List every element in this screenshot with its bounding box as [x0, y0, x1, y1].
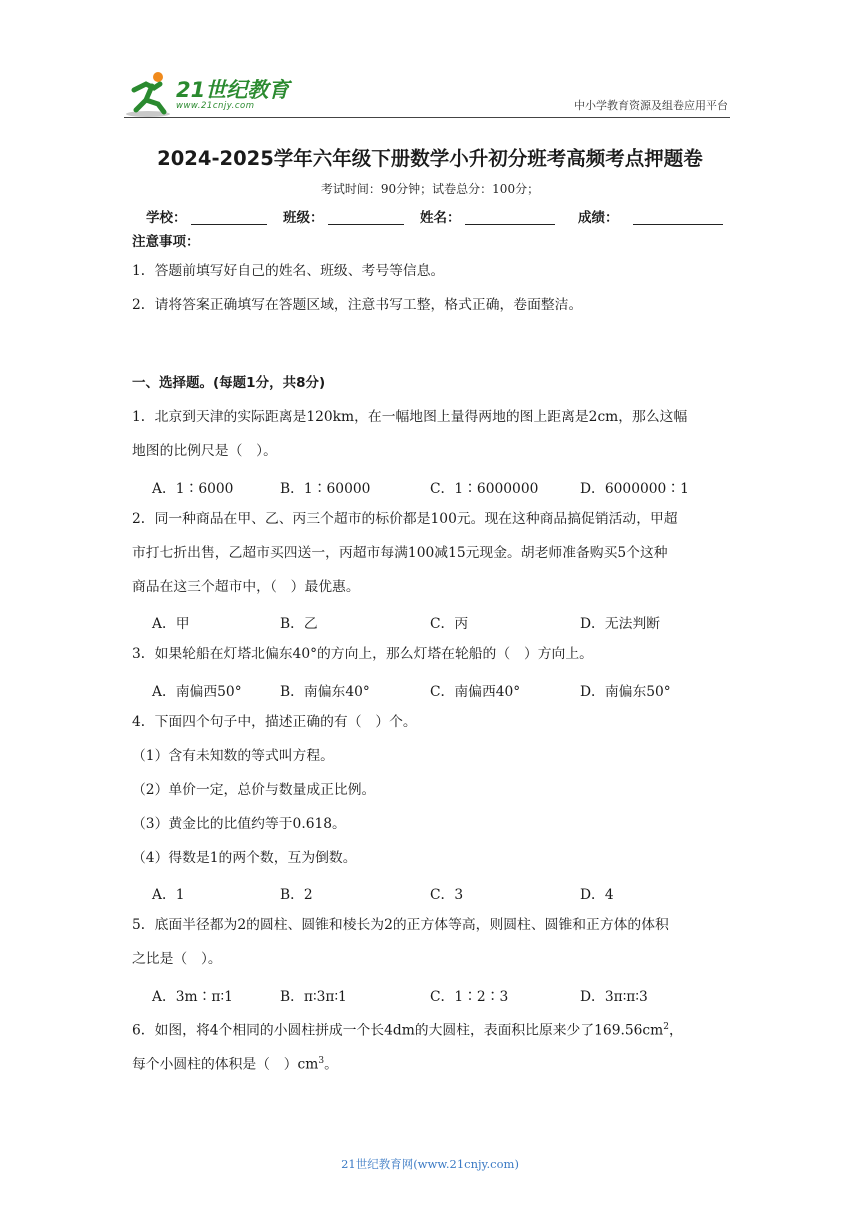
name-label: 姓名： [420, 210, 461, 226]
score-blank[interactable] [633, 209, 723, 225]
question-4-statement: （4）得数是1的两个数，互为倒数。 [132, 850, 357, 866]
q5-option-a[interactable]: A．3m∶π∶1 [152, 989, 233, 1005]
question-2-line: 2．同一种商品在甲、乙、丙三个超市的标价都是100元。现在这种商品搞促销活动，甲超 [132, 511, 678, 527]
logo-text: 21世纪教育 [176, 78, 290, 102]
q2-option-c[interactable]: C．丙 [430, 616, 469, 632]
q1-option-c[interactable]: C．1∶6000000 [430, 481, 539, 497]
q6-text: 每个小圆柱的体积是（ ）cm [132, 1056, 319, 1073]
class-label: 班级： [283, 210, 324, 226]
q5-option-d[interactable]: D．3π∶π∶3 [580, 989, 648, 1005]
q6-text: 6．如图，将4个相同的小圆柱拼成一个长4dm的大圆柱，表面积比原来少了169.56cm [132, 1022, 664, 1039]
question-5-line: 5．底面半径都为2的圆柱、圆锥和棱长为2的正方体等高，则圆柱、圆锥和正方体的体积 [132, 917, 669, 933]
question-3-line: 3．如果轮船在灯塔北偏东40°的方向上，那么灯塔在轮船的（ ）方向上。 [132, 646, 593, 662]
section-heading: 一、选择题。(每题1分，共8分) [132, 375, 326, 391]
class-field[interactable] [283, 206, 404, 226]
runner-icon [124, 70, 180, 120]
q4-option-c[interactable]: C．3 [430, 887, 464, 903]
score-field[interactable] [578, 206, 723, 226]
question-6-line [132, 1017, 683, 1041]
note-item: 2．请将答案正确填写在答题区域，注意书写工整，格式正确，卷面整洁。 [132, 297, 583, 313]
q6-punct: 。 [324, 1056, 338, 1073]
exam-meta: 考试时间：90分钟；试卷总分：100分； [320, 182, 540, 196]
q3-option-b[interactable]: B．南偏东40° [280, 684, 370, 700]
name-blank[interactable] [465, 209, 555, 225]
name-field[interactable] [420, 206, 555, 226]
q3-option-a[interactable]: A．南偏西50° [152, 684, 242, 700]
platform-label: 中小学教育资源及组卷应用平台 [574, 99, 728, 112]
question-2-line: 商品在这三个超市中，（ ）最优惠。 [132, 579, 360, 595]
notes-heading: 注意事项： [132, 234, 200, 250]
q4-option-d[interactable]: D．4 [580, 887, 614, 903]
student-info-row [146, 206, 746, 228]
question-4-statement: （2）单价一定，总价与数量成正比例。 [132, 782, 376, 798]
q1-option-b[interactable]: B．1∶60000 [280, 481, 371, 497]
q4-option-b[interactable]: B．2 [280, 887, 313, 903]
logo-url: www.21cnjy.com [176, 101, 255, 111]
q2-option-a[interactable]: A．甲 [152, 616, 190, 632]
school-field[interactable] [146, 206, 267, 226]
class-blank[interactable] [328, 209, 404, 225]
q4-option-a[interactable]: A．1 [152, 887, 185, 903]
question-4-line: 4．下面四个句子中，描述正确的有（ ）个。 [132, 714, 417, 730]
school-blank[interactable] [191, 209, 267, 225]
logo [124, 70, 294, 120]
question-1-line: 地图的比例尺是（ ）。 [132, 443, 277, 459]
q2-option-b[interactable]: B．乙 [280, 616, 318, 632]
question-4-statement: （3）黄金比的比值约等于0.618。 [132, 816, 346, 832]
question-2-line: 市打七折出售，乙超市买四送一，丙超市每满100减15元现金。胡老师准备购买5个这种 [132, 545, 668, 561]
score-label: 成绩： [578, 210, 619, 226]
question-5-line: 之比是（ ）。 [132, 951, 222, 967]
q5-option-c[interactable]: C．1∶2∶3 [430, 989, 509, 1005]
page-title: 2024-2025学年六年级下册数学小升初分班考高频考点押题卷 [157, 147, 703, 170]
school-label: 学校： [146, 210, 187, 226]
q1-option-d[interactable]: D．6000000∶1 [580, 481, 689, 497]
q3-option-c[interactable]: C．南偏西40° [430, 684, 521, 700]
q3-option-d[interactable]: D．南偏东50° [580, 684, 671, 700]
footer-link[interactable]: 21世纪教育网(www.21cnjy.com) [341, 1157, 519, 1171]
question-1-line: 1．北京到天津的实际距离是120km，在一幅地图上量得两地的图上距离是2cm，那么这幅 [132, 409, 688, 425]
question-4-statement: （1）含有未知数的等式叫方程。 [132, 748, 334, 764]
q6-punct: ， [668, 1022, 683, 1039]
q2-option-d[interactable]: D．无法判断 [580, 616, 661, 632]
q6-superscript: 2 [663, 1022, 669, 1032]
q5-option-b[interactable]: B．π∶3π∶1 [280, 989, 347, 1005]
note-item: 1．答题前填写好自己的姓名、班级、考号等信息。 [132, 263, 445, 279]
question-6-line [132, 1051, 338, 1075]
header-divider [124, 117, 730, 118]
q6-superscript: 3 [318, 1056, 325, 1066]
q1-option-a[interactable]: A．1∶6000 [152, 481, 234, 497]
